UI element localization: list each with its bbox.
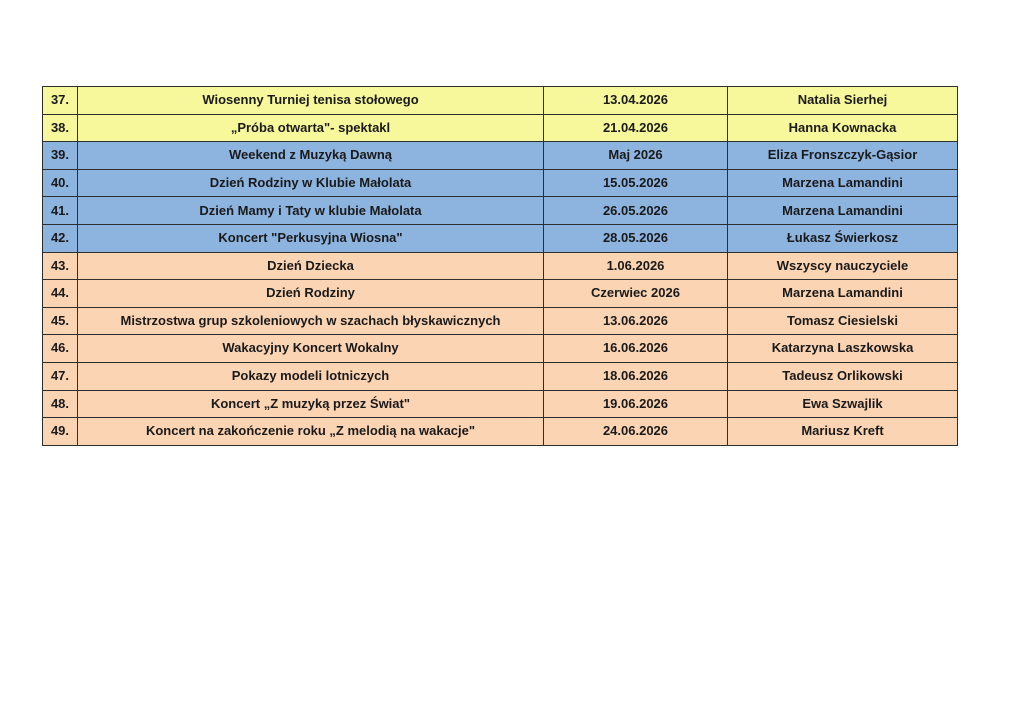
table-row (43, 114, 958, 142)
table-row (43, 87, 958, 115)
table-row (43, 252, 958, 280)
date-cell: 16.06.2026 (544, 335, 728, 363)
event-cell: Dzień Mamy i Taty w klubie Małolata (78, 197, 544, 225)
person-cell: Łukasz Świerkosz (728, 224, 958, 252)
date-cell: 26.05.2026 (544, 197, 728, 225)
row-number-cell: 39. (43, 142, 78, 170)
event-cell: Dzień Rodziny (78, 280, 544, 308)
table-row (43, 142, 958, 170)
row-number-cell: 37. (43, 87, 78, 115)
date-cell: 18.06.2026 (544, 362, 728, 390)
person-cell: Marzena Lamandini (728, 280, 958, 308)
table-row (43, 335, 958, 363)
row-number-cell: 40. (43, 169, 78, 197)
row-number-cell: 45. (43, 307, 78, 335)
date-cell: 13.04.2026 (544, 87, 728, 115)
person-cell: Wszyscy nauczyciele (728, 252, 958, 280)
person-cell: Tomasz Ciesielski (728, 307, 958, 335)
table-row (43, 280, 958, 308)
person-cell: Ewa Szwajlik (728, 390, 958, 418)
event-cell: Koncert na zakończenie roku „Z melodią na wakacje" (78, 418, 544, 446)
date-cell: 28.05.2026 (544, 224, 728, 252)
event-cell: „Próba otwarta"- spektakl (78, 114, 544, 142)
date-cell: 19.06.2026 (544, 390, 728, 418)
event-cell: Weekend z Muzyką Dawną (78, 142, 544, 170)
row-number-cell: 47. (43, 362, 78, 390)
date-cell: 1.06.2026 (544, 252, 728, 280)
events-table (42, 86, 958, 446)
date-cell: 13.06.2026 (544, 307, 728, 335)
event-cell: Wakacyjny Koncert Wokalny (78, 335, 544, 363)
person-cell: Hanna Kownacka (728, 114, 958, 142)
events-table-body (43, 87, 958, 446)
date-cell: Czerwiec 2026 (544, 280, 728, 308)
event-cell: Koncert „Z muzyką przez Świat" (78, 390, 544, 418)
person-cell: Marzena Lamandini (728, 169, 958, 197)
row-number-cell: 46. (43, 335, 78, 363)
person-cell: Eliza Fronszczyk-Gąsior (728, 142, 958, 170)
date-cell: 15.05.2026 (544, 169, 728, 197)
person-cell: Natalia Sierhej (728, 87, 958, 115)
table-row (43, 307, 958, 335)
person-cell: Mariusz Kreft (728, 418, 958, 446)
row-number-cell: 42. (43, 224, 78, 252)
person-cell: Katarzyna Laszkowska (728, 335, 958, 363)
event-cell: Pokazy modeli lotniczych (78, 362, 544, 390)
date-cell: Maj 2026 (544, 142, 728, 170)
table-row (43, 362, 958, 390)
event-cell: Mistrzostwa grup szkoleniowych w szachach błyskawicznych (78, 307, 544, 335)
table-row (43, 169, 958, 197)
row-number-cell: 44. (43, 280, 78, 308)
person-cell: Marzena Lamandini (728, 197, 958, 225)
event-cell: Wiosenny Turniej tenisa stołowego (78, 87, 544, 115)
row-number-cell: 49. (43, 418, 78, 446)
row-number-cell: 38. (43, 114, 78, 142)
table-row (43, 197, 958, 225)
table-row (43, 224, 958, 252)
row-number-cell: 48. (43, 390, 78, 418)
event-cell: Dzień Dziecka (78, 252, 544, 280)
table-row (43, 418, 958, 446)
table-row (43, 390, 958, 418)
event-cell: Koncert "Perkusyjna Wiosna" (78, 224, 544, 252)
person-cell: Tadeusz Orlikowski (728, 362, 958, 390)
date-cell: 24.06.2026 (544, 418, 728, 446)
row-number-cell: 41. (43, 197, 78, 225)
event-cell: Dzień Rodziny w Klubie Małolata (78, 169, 544, 197)
date-cell: 21.04.2026 (544, 114, 728, 142)
row-number-cell: 43. (43, 252, 78, 280)
